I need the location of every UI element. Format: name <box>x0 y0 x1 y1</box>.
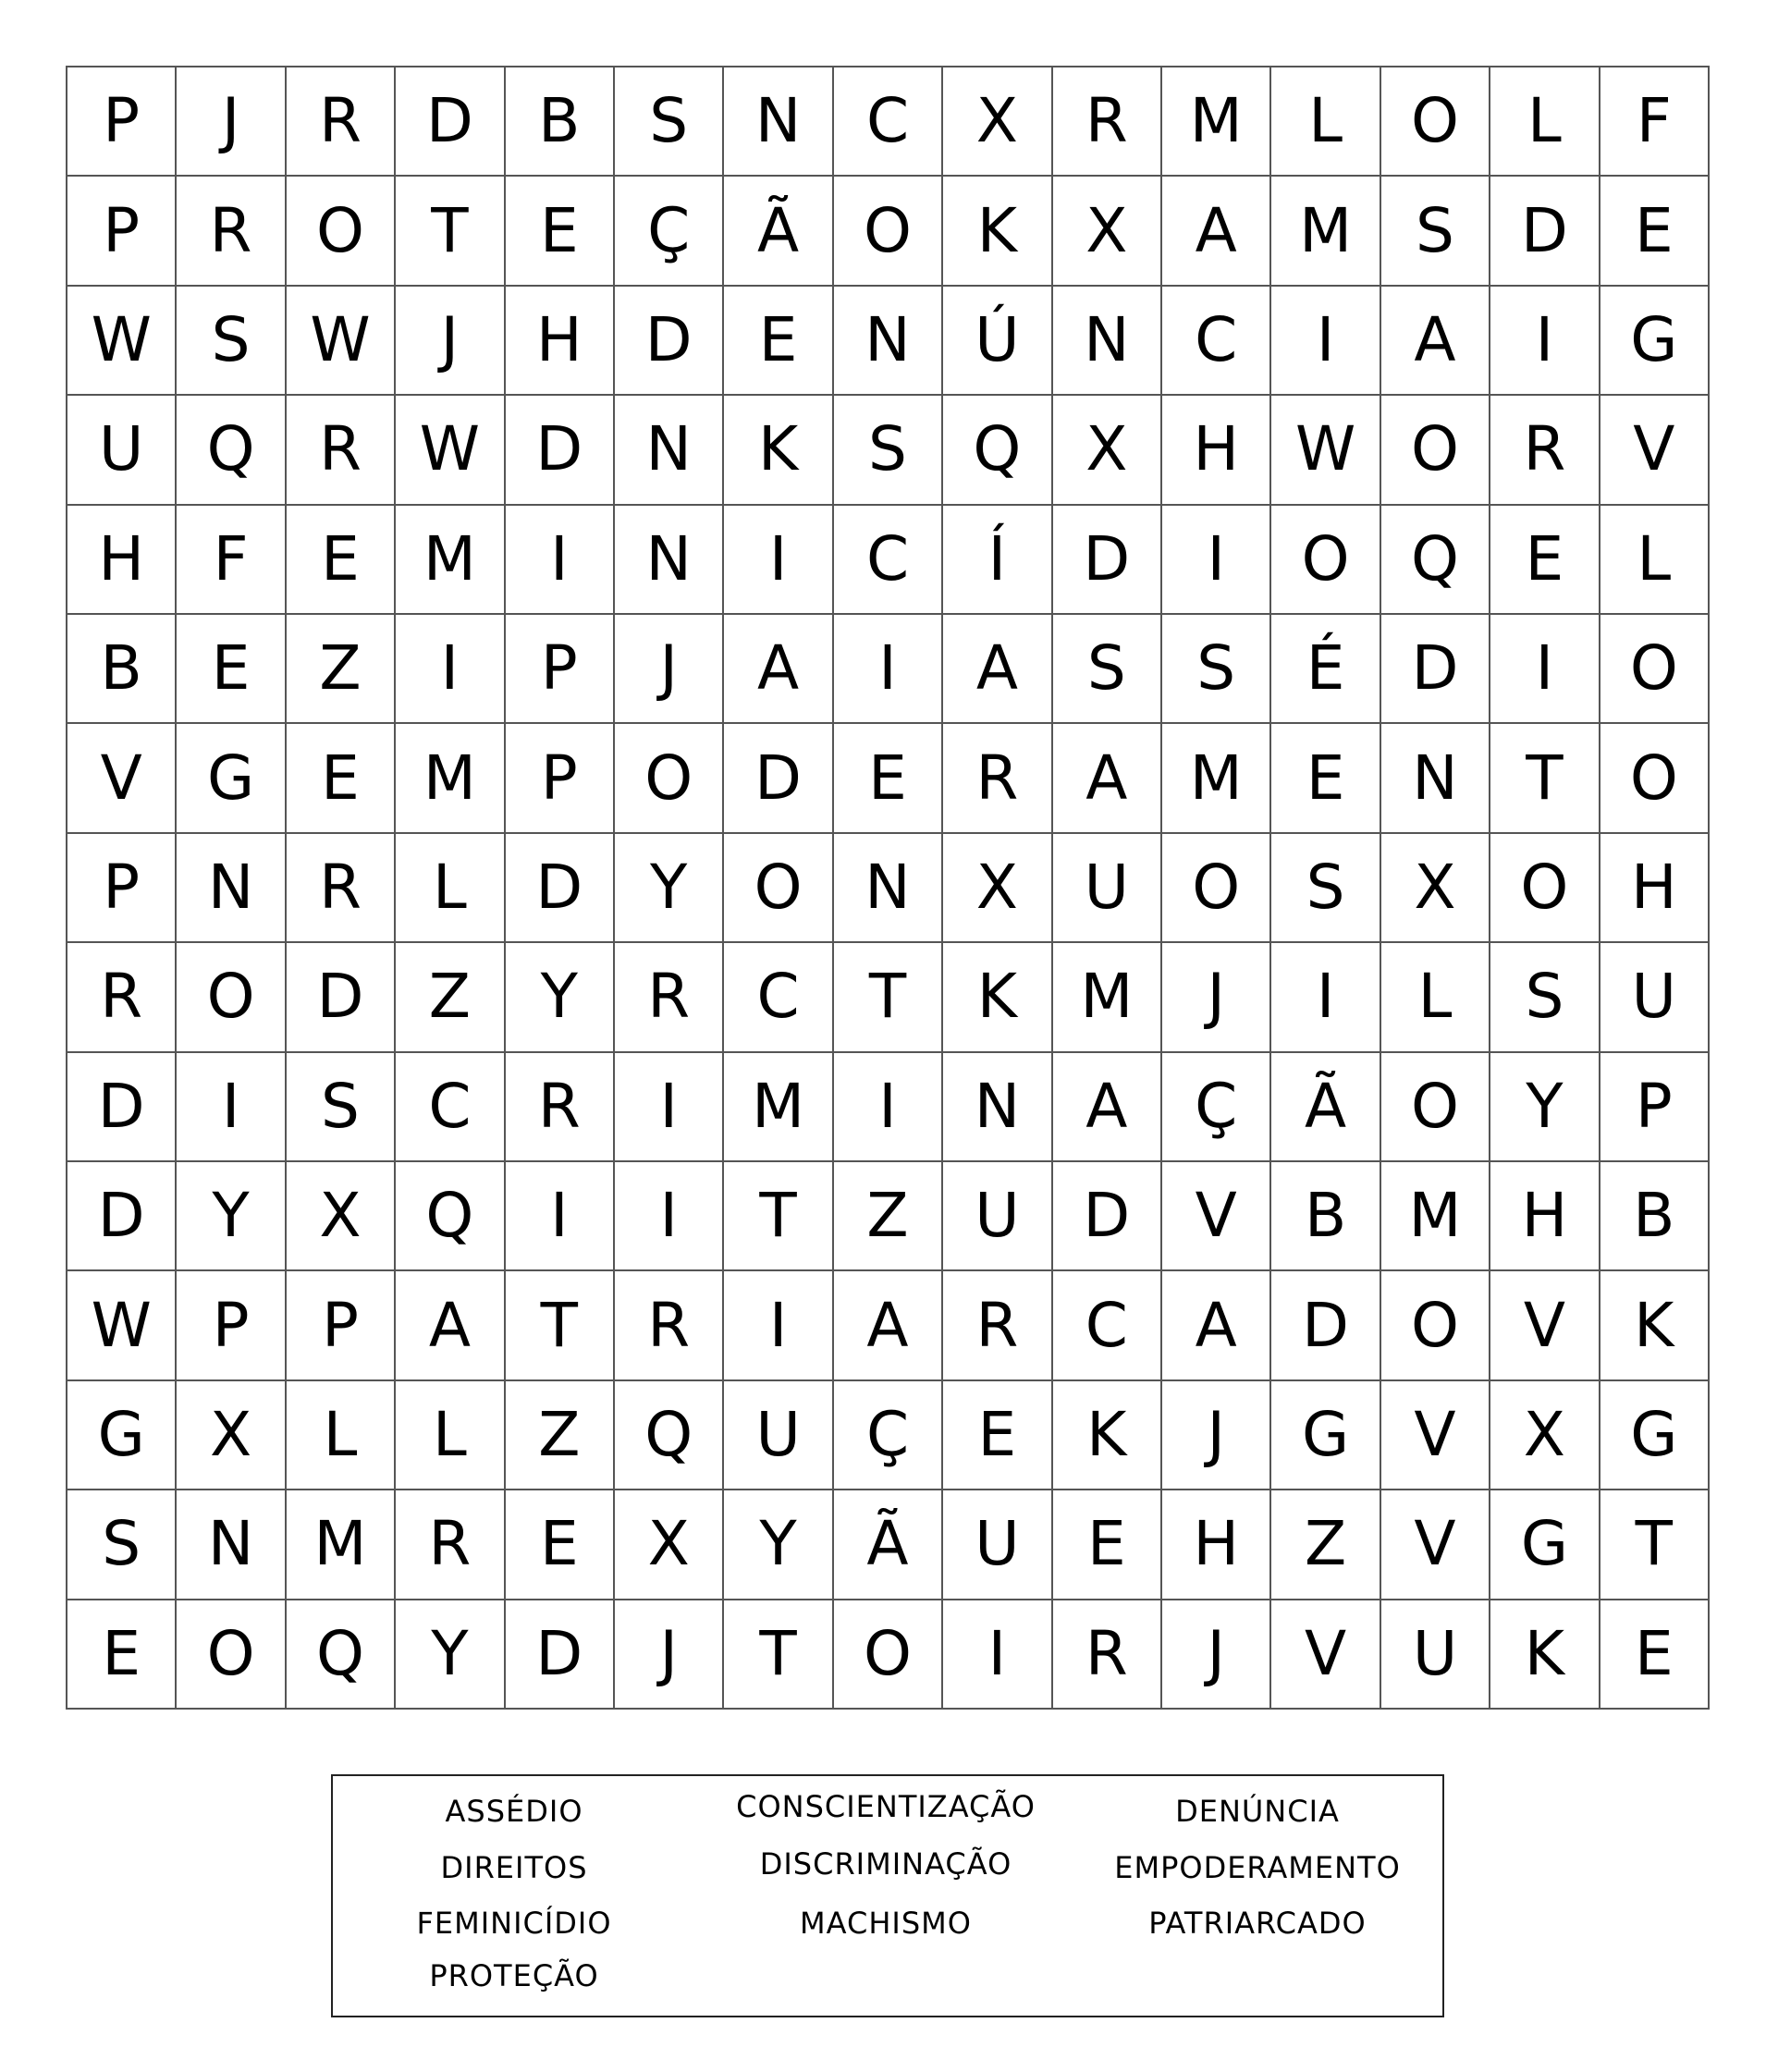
grid-cell[interactable]: G <box>1490 1490 1600 1600</box>
grid-cell[interactable]: U <box>943 1490 1052 1600</box>
grid-cell[interactable]: M <box>396 724 505 833</box>
grid-cell[interactable]: X <box>943 67 1052 177</box>
grid-cell[interactable]: C <box>1162 287 1271 396</box>
grid-cell[interactable]: R <box>943 1271 1052 1380</box>
grid-cell[interactable]: E <box>1490 506 1600 615</box>
grid-cell[interactable]: P <box>287 1271 396 1380</box>
grid-cell[interactable]: E <box>724 287 833 396</box>
grid-cell[interactable]: J <box>396 287 505 396</box>
grid-cell[interactable]: E <box>1053 1490 1162 1600</box>
grid-cell[interactable]: R <box>1490 396 1600 505</box>
grid-cell[interactable]: O <box>1162 834 1271 943</box>
grid-cell[interactable]: O <box>287 177 396 286</box>
grid-cell[interactable]: M <box>1162 67 1271 177</box>
grid-cell[interactable]: I <box>724 1271 833 1380</box>
grid-cell[interactable]: X <box>615 1490 724 1600</box>
grid-cell[interactable]: L <box>1381 943 1490 1052</box>
grid-cell[interactable]: U <box>724 1381 833 1490</box>
grid-cell[interactable]: H <box>506 287 615 396</box>
grid-cell[interactable]: V <box>1490 1271 1600 1380</box>
grid-cell[interactable]: Y <box>396 1600 505 1710</box>
grid-cell[interactable]: N <box>615 506 724 615</box>
grid-cell[interactable]: L <box>1490 67 1600 177</box>
grid-cell[interactable]: H <box>1600 834 1710 943</box>
grid-cell[interactable]: D <box>1490 177 1600 286</box>
grid-cell[interactable]: K <box>943 943 1052 1052</box>
grid-cell[interactable]: K <box>943 177 1052 286</box>
grid-cell[interactable]: P <box>506 724 615 833</box>
grid-cell[interactable]: P <box>506 615 615 724</box>
grid-cell[interactable]: Y <box>615 834 724 943</box>
grid-cell[interactable]: N <box>834 287 943 396</box>
grid-cell[interactable]: R <box>615 1271 724 1380</box>
grid-cell[interactable]: O <box>1271 506 1380 615</box>
grid-cell[interactable]: I <box>1271 287 1380 396</box>
grid-cell[interactable]: I <box>506 1162 615 1271</box>
grid-cell[interactable]: I <box>943 1600 1052 1710</box>
grid-cell[interactable]: Ã <box>724 177 833 286</box>
grid-cell[interactable]: D <box>1053 506 1162 615</box>
grid-cell[interactable]: H <box>1162 1490 1271 1600</box>
grid-cell[interactable]: X <box>287 1162 396 1271</box>
grid-cell[interactable]: X <box>1381 834 1490 943</box>
grid-cell[interactable]: O <box>1381 1053 1490 1162</box>
grid-cell[interactable]: W <box>287 287 396 396</box>
grid-cell[interactable]: W <box>67 287 177 396</box>
grid-cell[interactable]: Q <box>615 1381 724 1490</box>
grid-cell[interactable]: M <box>1271 177 1380 286</box>
grid-cell[interactable]: N <box>177 1490 286 1600</box>
grid-cell[interactable]: S <box>67 1490 177 1600</box>
grid-cell[interactable]: D <box>506 1600 615 1710</box>
grid-cell[interactable]: S <box>1162 615 1271 724</box>
grid-cell[interactable]: B <box>1600 1162 1710 1271</box>
grid-cell[interactable]: A <box>834 1271 943 1380</box>
grid-cell[interactable]: E <box>177 615 286 724</box>
grid-cell[interactable]: V <box>1600 396 1710 505</box>
grid-cell[interactable]: R <box>1053 67 1162 177</box>
grid-cell[interactable]: R <box>177 177 286 286</box>
word-bank-word: FEMINICÍDIO <box>416 1906 612 1941</box>
grid-cell[interactable]: M <box>287 1490 396 1600</box>
grid-cell[interactable]: J <box>1162 1381 1271 1490</box>
grid-cell[interactable]: R <box>1053 1600 1162 1710</box>
word-bank-word: DIREITOS <box>440 1850 588 1885</box>
grid-cell[interactable]: K <box>1053 1381 1162 1490</box>
grid-cell[interactable]: I <box>1490 615 1600 724</box>
letter-grid <box>66 66 1710 1710</box>
grid-cell[interactable]: C <box>834 67 943 177</box>
grid-cell[interactable]: U <box>1600 943 1710 1052</box>
grid-cell[interactable]: Q <box>396 1162 505 1271</box>
grid-cell[interactable]: O <box>834 177 943 286</box>
grid-cell[interactable]: D <box>1271 1271 1380 1380</box>
grid-cell[interactable]: Y <box>1490 1053 1600 1162</box>
grid-cell[interactable]: Q <box>1381 506 1490 615</box>
grid-cell[interactable]: Q <box>943 396 1052 505</box>
grid-cell[interactable]: M <box>1162 724 1271 833</box>
grid-cell[interactable]: E <box>506 1490 615 1600</box>
grid-cell[interactable]: O <box>1381 67 1490 177</box>
grid-cell[interactable]: A <box>1162 1271 1271 1380</box>
grid-cell[interactable]: S <box>1053 615 1162 724</box>
grid-cell[interactable]: R <box>67 943 177 1052</box>
grid-cell[interactable]: D <box>67 1162 177 1271</box>
grid-cell[interactable]: T <box>396 177 505 286</box>
grid-cell[interactable]: E <box>67 1600 177 1710</box>
grid-cell[interactable]: W <box>396 396 505 505</box>
word-bank-word: ASSÉDIO <box>445 1794 583 1829</box>
grid-cell[interactable]: Z <box>506 1381 615 1490</box>
grid-cell[interactable]: A <box>1053 724 1162 833</box>
grid-cell[interactable]: E <box>1271 724 1380 833</box>
grid-cell[interactable]: Y <box>177 1162 286 1271</box>
grid-cell[interactable]: X <box>177 1381 286 1490</box>
grid-cell[interactable]: N <box>724 67 833 177</box>
grid-cell[interactable]: D <box>615 287 724 396</box>
grid-cell[interactable]: H <box>67 506 177 615</box>
grid-cell[interactable]: S <box>177 287 286 396</box>
grid-cell[interactable]: I <box>834 1053 943 1162</box>
grid-cell[interactable]: P <box>67 67 177 177</box>
grid-cell[interactable]: P <box>177 1271 286 1380</box>
grid-cell[interactable]: N <box>1053 287 1162 396</box>
grid-cell[interactable]: A <box>396 1271 505 1380</box>
grid-cell[interactable]: L <box>1271 67 1380 177</box>
grid-cell[interactable]: T <box>724 1162 833 1271</box>
grid-cell[interactable]: V <box>1162 1162 1271 1271</box>
grid-cell[interactable]: P <box>1600 1053 1710 1162</box>
grid-cell[interactable]: I <box>1271 943 1380 1052</box>
grid-cell[interactable]: M <box>1381 1162 1490 1271</box>
grid-cell[interactable]: V <box>1271 1600 1380 1710</box>
grid-cell[interactable]: N <box>943 1053 1052 1162</box>
grid-cell[interactable]: I <box>1490 287 1600 396</box>
grid-cell[interactable]: S <box>834 396 943 505</box>
grid-cell[interactable]: O <box>1600 724 1710 833</box>
grid-cell[interactable]: U <box>67 396 177 505</box>
grid-cell[interactable]: O <box>177 943 286 1052</box>
grid-cell[interactable]: A <box>1162 177 1271 286</box>
grid-cell[interactable]: D <box>287 943 396 1052</box>
grid-cell[interactable]: Ã <box>834 1490 943 1600</box>
grid-cell[interactable]: Í <box>943 506 1052 615</box>
grid-cell[interactable]: P <box>67 834 177 943</box>
grid-cell[interactable]: I <box>615 1053 724 1162</box>
grid-cell[interactable]: W <box>1271 396 1380 505</box>
grid-cell[interactable]: N <box>177 834 286 943</box>
grid-cell[interactable]: X <box>1053 396 1162 505</box>
grid-cell[interactable]: I <box>724 506 833 615</box>
grid-cell[interactable]: Z <box>834 1162 943 1271</box>
grid-cell[interactable]: J <box>615 1600 724 1710</box>
grid-cell[interactable]: A <box>1381 287 1490 396</box>
grid-cell[interactable]: R <box>287 67 396 177</box>
grid-cell[interactable]: J <box>1162 1600 1271 1710</box>
grid-cell[interactable]: O <box>1381 1271 1490 1380</box>
grid-cell[interactable]: R <box>506 1053 615 1162</box>
grid-cell[interactable]: R <box>615 943 724 1052</box>
grid-cell[interactable]: A <box>724 615 833 724</box>
grid-cell[interactable]: D <box>1381 615 1490 724</box>
grid-cell[interactable]: U <box>1381 1600 1490 1710</box>
grid-cell[interactable]: O <box>1490 834 1600 943</box>
grid-cell[interactable]: S <box>1490 943 1600 1052</box>
grid-cell[interactable]: Z <box>1271 1490 1380 1600</box>
grid-cell[interactable]: Z <box>396 943 505 1052</box>
grid-cell[interactable]: J <box>615 615 724 724</box>
grid-cell[interactable]: O <box>834 1600 943 1710</box>
grid-cell[interactable]: Ç <box>615 177 724 286</box>
grid-cell[interactable]: J <box>1162 943 1271 1052</box>
grid-cell[interactable]: G <box>67 1381 177 1490</box>
grid-cell[interactable]: K <box>724 396 833 505</box>
grid-cell[interactable]: O <box>724 834 833 943</box>
grid-cell[interactable]: Ã <box>1271 1053 1380 1162</box>
grid-cell[interactable]: N <box>834 834 943 943</box>
grid-cell[interactable]: F <box>177 506 286 615</box>
grid-cell[interactable]: R <box>943 724 1052 833</box>
grid-cell[interactable]: Ç <box>1162 1053 1271 1162</box>
word-bank-word: PATRIARCADO <box>1148 1906 1367 1941</box>
grid-cell[interactable]: Y <box>724 1490 833 1600</box>
grid-cell[interactable]: H <box>1162 396 1271 505</box>
grid-cell[interactable]: T <box>724 1600 833 1710</box>
grid-cell[interactable]: T <box>834 943 943 1052</box>
grid-cell[interactable]: D <box>396 67 505 177</box>
grid-cell[interactable]: E <box>287 724 396 833</box>
word-bank-word: DISCRIMINAÇÃO <box>759 1846 1012 1882</box>
grid-cell[interactable]: G <box>1271 1381 1380 1490</box>
grid-cell[interactable]: I <box>506 506 615 615</box>
grid-cell[interactable]: D <box>506 396 615 505</box>
grid-cell[interactable]: L <box>396 1381 505 1490</box>
grid-cell[interactable]: K <box>1490 1600 1600 1710</box>
grid-cell[interactable]: J <box>177 67 286 177</box>
grid-cell[interactable]: S <box>1381 177 1490 286</box>
grid-cell[interactable]: E <box>1600 177 1710 286</box>
grid-cell[interactable]: X <box>1490 1381 1600 1490</box>
grid-cell[interactable]: B <box>1271 1162 1380 1271</box>
grid-cell[interactable]: Q <box>177 396 286 505</box>
grid-cell[interactable]: I <box>615 1162 724 1271</box>
grid-cell[interactable]: N <box>1381 724 1490 833</box>
grid-cell[interactable]: N <box>615 396 724 505</box>
grid-cell[interactable]: C <box>1053 1271 1162 1380</box>
grid-cell[interactable]: E <box>943 1381 1052 1490</box>
grid-cell[interactable]: G <box>177 724 286 833</box>
grid-cell[interactable]: E <box>834 724 943 833</box>
grid-cell[interactable]: Q <box>287 1600 396 1710</box>
grid-cell[interactable]: V <box>1381 1490 1490 1600</box>
grid-cell[interactable]: F <box>1600 67 1710 177</box>
grid-cell[interactable]: D <box>67 1053 177 1162</box>
word-bank-word: EMPODERAMENTO <box>1114 1850 1401 1885</box>
grid-cell[interactable]: L <box>1600 506 1710 615</box>
grid-cell[interactable]: S <box>615 67 724 177</box>
grid-cell[interactable]: S <box>1271 834 1380 943</box>
grid-cell[interactable]: G <box>1600 287 1710 396</box>
grid-cell[interactable]: D <box>506 834 615 943</box>
grid-cell[interactable]: V <box>67 724 177 833</box>
grid-cell[interactable]: T <box>1600 1490 1710 1600</box>
grid-cell[interactable]: C <box>396 1053 505 1162</box>
grid-cell[interactable]: I <box>1162 506 1271 615</box>
grid-cell[interactable]: I <box>834 615 943 724</box>
grid-cell[interactable]: Ç <box>834 1381 943 1490</box>
grid-cell[interactable]: V <box>1381 1381 1490 1490</box>
grid-cell[interactable]: E <box>506 177 615 286</box>
word-bank-word: PROTEÇÃO <box>429 1958 599 1993</box>
grid-cell[interactable]: H <box>1490 1162 1600 1271</box>
grid-cell[interactable]: T <box>506 1271 615 1380</box>
grid-cell[interactable]: L <box>287 1381 396 1490</box>
grid-cell[interactable]: S <box>287 1053 396 1162</box>
grid-cell[interactable]: X <box>1053 177 1162 286</box>
grid-cell[interactable]: Y <box>506 943 615 1052</box>
grid-cell[interactable]: X <box>943 834 1052 943</box>
grid-cell[interactable]: P <box>67 177 177 286</box>
grid-cell[interactable]: Z <box>287 615 396 724</box>
grid-cell[interactable]: M <box>396 506 505 615</box>
grid-cell[interactable]: É <box>1271 615 1380 724</box>
grid-cell[interactable]: R <box>396 1490 505 1600</box>
grid-cell[interactable]: B <box>506 67 615 177</box>
grid-cell[interactable]: M <box>724 1053 833 1162</box>
grid-cell[interactable]: D <box>724 724 833 833</box>
grid-cell[interactable]: D <box>1053 1162 1162 1271</box>
grid-cell[interactable]: M <box>1053 943 1162 1052</box>
word-bank-word: CONSCIENTIZAÇÃO <box>736 1789 1036 1824</box>
grid-cell[interactable]: U <box>1053 834 1162 943</box>
grid-cell[interactable]: G <box>1600 1381 1710 1490</box>
grid-cell[interactable]: I <box>177 1053 286 1162</box>
grid-cell[interactable]: E <box>1600 1600 1710 1710</box>
grid-cell[interactable]: U <box>943 1162 1052 1271</box>
grid-cell[interactable]: O <box>1600 615 1710 724</box>
grid-cell[interactable]: O <box>177 1600 286 1710</box>
grid-cell[interactable]: E <box>287 506 396 615</box>
word-bank-word: MACHISMO <box>800 1906 972 1941</box>
grid-cell[interactable]: I <box>396 615 505 724</box>
grid-cell[interactable]: A <box>943 615 1052 724</box>
grid-cell[interactable]: R <box>287 834 396 943</box>
grid-cell[interactable]: A <box>1053 1053 1162 1162</box>
word-bank-word: DENÚNCIA <box>1175 1794 1340 1829</box>
word-bank <box>331 1774 1444 2017</box>
grid-cell[interactable]: R <box>287 396 396 505</box>
grid-cell[interactable]: O <box>1381 396 1490 505</box>
grid-cell[interactable]: C <box>724 943 833 1052</box>
grid-cell[interactable]: Ú <box>943 287 1052 396</box>
grid-cell[interactable]: W <box>67 1271 177 1380</box>
grid-cell[interactable]: K <box>1600 1271 1710 1380</box>
grid-cell[interactable]: C <box>834 506 943 615</box>
grid-cell[interactable]: L <box>396 834 505 943</box>
grid-cell[interactable]: T <box>1490 724 1600 833</box>
grid-cell[interactable]: O <box>615 724 724 833</box>
grid-cell[interactable]: B <box>67 615 177 724</box>
